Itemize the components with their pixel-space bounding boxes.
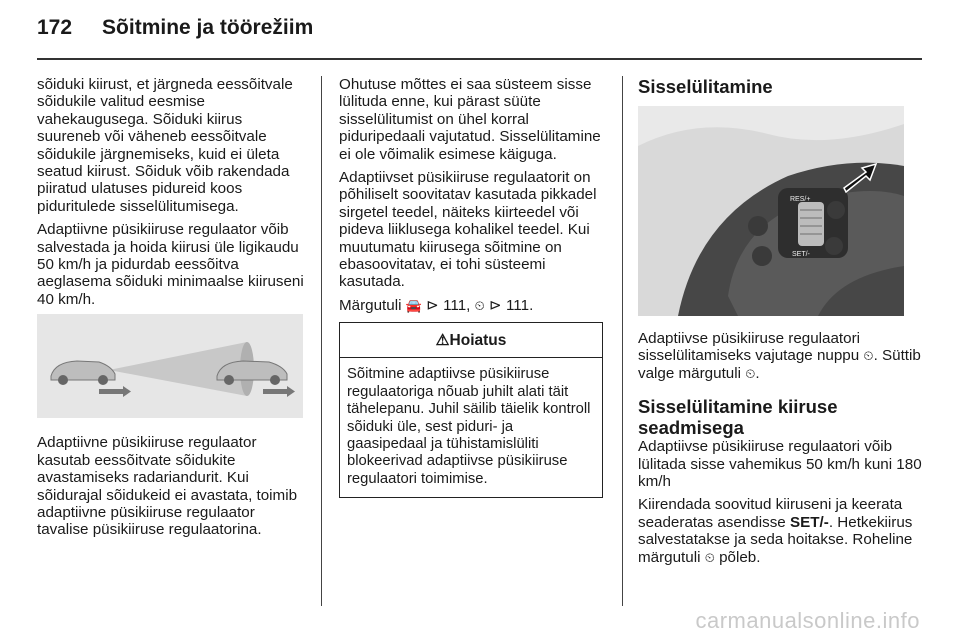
warning-header: [340, 323, 602, 358]
res-label: RES/+: [790, 196, 811, 203]
set-label: SET/-: [792, 251, 810, 258]
column-3: [638, 76, 926, 572]
set-keyword: SET/-: [790, 513, 829, 531]
column-divider: [622, 76, 623, 606]
watermark: carmanualsonline.info: [695, 608, 920, 633]
radar-illustration: [37, 314, 303, 418]
warning-text: Sõitmine adaptiivse püsikiiruse regulaatoriga nõuab juhilt alati täit tähelepanu. Juhil säilib täielik kontroll sõiduki üle, sest piduri- ja gaasipedaal ja tühistamislüliti blokeerivad adaptiivse püsikiiruse regulaatori toimimise.: [347, 366, 591, 487]
column-2: [339, 76, 605, 498]
warning-triangle-icon: ⚠: [435, 331, 450, 349]
column-divider: [321, 76, 322, 606]
reference-arrow-icon: ⊳: [489, 296, 502, 314]
cruise-indicator-icon: ⏲: [704, 549, 715, 565]
paragraph: Kiirendada soovitud kiiruseni ja keerata seaderatas asendisse SET/-. Hetkekiirus salvestatakse ja seda hoitakse. Roheline märgutuli ⏲ põleb.: [638, 496, 913, 566]
reference-arrow-icon: ⊳: [426, 296, 439, 314]
chapter-title: Sõitmine ja töörežiim: [102, 16, 314, 39]
paragraph: Adaptiivne püsikiiruse regulaator kasutab eessõitvate sõidukite avastamiseks radariandurit. Kui sõidurajal sõidukeid ei avastata, toimib adaptiivne püsikiiruse regulaator tavalise püsikiiruse regulaatorina.: [37, 434, 298, 539]
warning-title: Hoiatus: [449, 331, 507, 349]
paragraph: Adaptiivse püsikiiruse regulaatori võib lülitada sisse vahemikus 50 km/h kuni 180 km/h: [638, 438, 922, 491]
paragraph: Ohutuse mõttes ei saa süsteem sisse lülituda enne, kui pärast süüte sisselülitumist on ühel korral piduripedaali vajutatud. Sisselülitamine ei ole võimalik esimese käiguga.: [339, 76, 601, 163]
page-header: [37, 16, 313, 46]
indicator-reference: Märgutuli 🚘 ⊳ 111, ⏲ ⊳ 111.: [339, 296, 534, 314]
steering-wheel-illustration: [638, 106, 904, 316]
header-rule: [37, 58, 922, 60]
page-reference[interactable]: 111,: [443, 296, 471, 314]
section-heading: Sisselülitamine kiiruse seadmisega: [638, 396, 838, 439]
page-reference[interactable]: 111.: [505, 296, 534, 314]
radar-figure: [37, 314, 303, 418]
page-number: 172: [37, 16, 73, 39]
paragraph: Adaptiivse püsikiiruse regulaatori sisselülitamiseks vajutage nuppu ⏲. Süttib valge märgutuli ⏲.: [638, 330, 921, 382]
cruise-speed-icon: ⏲: [474, 297, 485, 313]
cruise-indicator-icon: ⏲: [745, 365, 756, 381]
section-heading: Sisselülitamine: [638, 76, 773, 97]
paragraph: Adaptiivset püsikiiruse regulaatorit on põhiliselt soovitatav kasutada pikkadel sirgetel teedel, näiteks kiirteedel või pideva liiklusega kohalikel teedel. Kui muutumatu kiirusega sõitmine on ebasoovitatav, ei tohi süsteemi kasutada.: [339, 169, 597, 291]
column-1: [37, 76, 305, 545]
car-radar-icon: 🚘: [405, 297, 422, 313]
cruise-button-icon: ⏲: [863, 348, 874, 364]
warning-box: [339, 322, 603, 498]
steering-wheel-figure: [638, 106, 904, 316]
paragraph: sõiduki kiirust, et järgneda eessõitvale sõidukile valitud eesmise vahekaugusega. Sõiduki kiirus suureneb või väheneb eessõitvale sõidukile järgnemiseks, kuid ei ületa seatud kiirust. Sõiduk võib rakendada piiratud ulatuses pidureid koos piduritulede sisselülitumisega.: [37, 76, 293, 215]
paragraph: Adaptiivne püsikiiruse regulaator võib salvestada ja hoida kiirusi üle ligikaudu 50 km/h ja pidurdab eessõitva aeglasema sõiduki minimaalse kiiruseni 40 km/h.: [37, 221, 304, 308]
